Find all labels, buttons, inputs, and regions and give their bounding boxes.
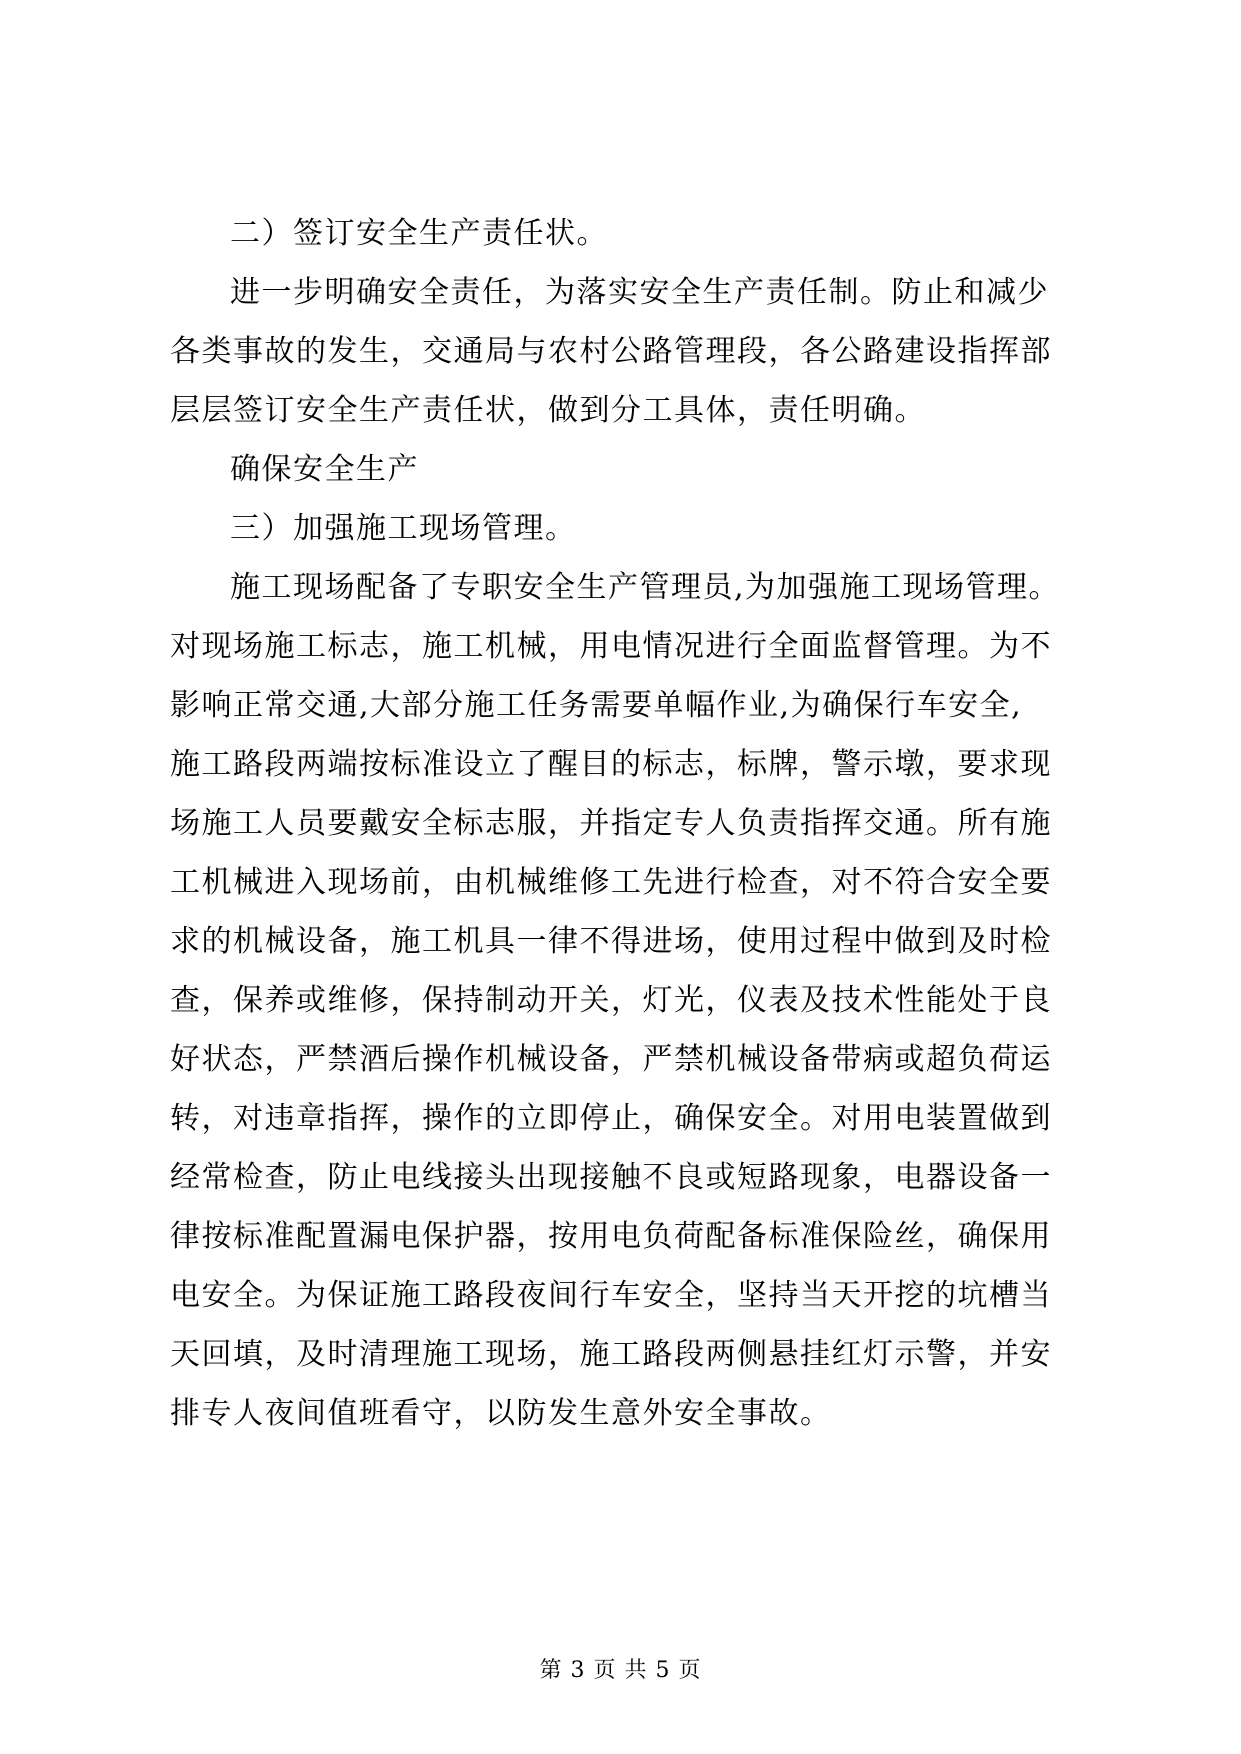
paragraph-line: 工机械进入现场前，由机械维修工先进行检查，对不符合安全要: [170, 865, 1052, 900]
paragraph-line: 经常检查，防止电线接头出现接触不良或短路现象，电器设备一: [170, 1160, 1052, 1195]
paragraph-line: 施工路段两端按标准设立了醒目的标志，标牌，警示墩，要求现: [170, 747, 1052, 782]
paragraph-line: 施工现场配备了专职安全生产管理员,为加强施工现场管理。: [230, 570, 1061, 605]
heading-ensure-safety: 确保安全生产: [230, 452, 419, 487]
paragraph-line: 排专人夜间值班看守，以防发生意外安全事故。: [170, 1396, 832, 1431]
paragraph-line: 对现场施工标志，施工机械，用电情况进行全面监督管理。为不: [170, 629, 1052, 664]
paragraph-line: 各类事故的发生，交通局与农村公路管理段，各公路建设指挥部: [170, 334, 1052, 369]
page-number-footer: 第 3 页 共 5 页: [539, 1658, 702, 1683]
paragraph-line: 进一步明确安全责任，为落实安全生产责任制。防止和减少: [230, 275, 1049, 310]
paragraph-line: 影响正常交通,大部分施工任务需要单幅作业,为确保行车安全,: [170, 688, 1023, 723]
paragraph-line: 电安全。为保证施工路段夜间行车安全，坚持当天开挖的坑槽当: [170, 1278, 1052, 1313]
paragraph-line: 层层签订安全生产责任状，做到分工具体，责任明确。: [170, 393, 926, 428]
paragraph-line: 律按标准配置漏电保护器，按用电负荷配备标准保险丝，确保用: [170, 1219, 1052, 1254]
paragraph-line: 天回填，及时清理施工现场，施工路段两侧悬挂红灯示警，并安: [170, 1337, 1052, 1372]
paragraph-line: 转，对违章指挥，操作的立即停止，确保安全。对用电装置做到: [170, 1101, 1052, 1136]
paragraph-line: 求的机械设备，施工机具一律不得进场，使用过程中做到及时检: [170, 924, 1052, 959]
paragraph-line: 查，保养或维修，保持制动开关，灯光，仪表及技术性能处于良: [170, 983, 1052, 1018]
heading-site-management: 三）加强施工现场管理。: [230, 511, 577, 546]
heading-sign-responsibility: 二）签订安全生产责任状。: [230, 216, 608, 251]
paragraph-line: 好状态，严禁酒后操作机械设备，严禁机械设备带病或超负荷运: [170, 1042, 1052, 1077]
paragraph-line: 场施工人员要戴安全标志服，并指定专人负责指挥交通。所有施: [170, 806, 1052, 841]
